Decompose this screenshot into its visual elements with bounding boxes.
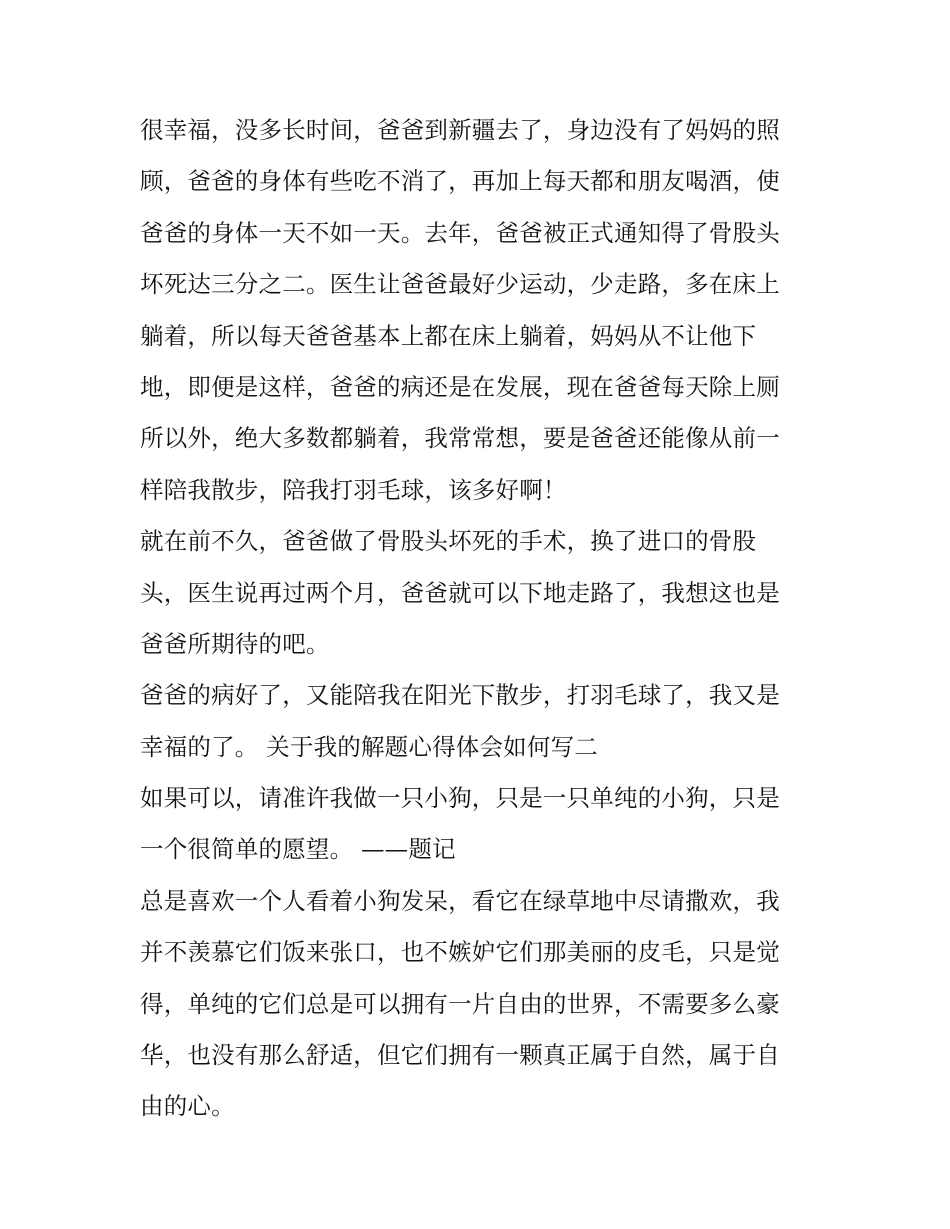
- text-line: 爸爸所期待的吧。: [140, 629, 330, 658]
- text-line: 所以外，绝大多数都躺着，我常常想，要是爸爸还能像从前一: [140, 424, 780, 453]
- text-line: 得，单纯的它们总是可以拥有一片自由的世界，不需要多么豪: [140, 989, 780, 1018]
- text-line: 由的心。: [140, 1092, 235, 1121]
- text-line: 很幸福，没多长时间，爸爸到新疆去了，身边没有了妈妈的照: [140, 116, 780, 144]
- text-line: 并不羡慕它们饭来张口，也不嫉妒它们那美丽的皮毛，只是觉: [140, 938, 780, 967]
- text-line: 头，医生说再过两个月，爸爸就可以下地走路了，我想这也是: [140, 578, 780, 607]
- text-line: 幸福的了。 关于我的解题心得体会如何写二: [140, 732, 598, 761]
- text-line: 样陪我散步，陪我打羽毛球，该多好啊！: [140, 475, 567, 504]
- text-line: 躺着，所以每天爸爸基本上都在床上躺着，妈妈从不让他下: [140, 321, 757, 350]
- text-line: 爸爸的病好了，又能陪我在阳光下散步，打羽毛球了，我又是: [140, 681, 780, 710]
- text-line: 如果可以，请准许我做一只小狗，只是一只单纯的小狗，只是: [140, 784, 780, 813]
- text-line: 顾，爸爸的身体有些吃不消了，再加上每天都和朋友喝酒，使: [140, 167, 780, 196]
- text-line: 华，也没有那么舒适，但它们拥有一颗真正属于自然，属于自: [140, 1041, 780, 1070]
- text-line: 爸爸的身体一天不如一天。去年，爸爸被正式通知得了骨股头: [140, 218, 780, 247]
- text-line: 总是喜欢一个人看着小狗发呆，看它在绿草地中尽请撒欢，我: [140, 886, 780, 915]
- text-line: 就在前不久，爸爸做了骨股头坏死的手术，换了进口的骨股: [140, 527, 757, 556]
- text-line: 坏死达三分之二。医生让爸爸最好少运动，少走路，多在床上: [140, 270, 780, 299]
- document-body: [140, 105, 820, 1133]
- text-line: 地，即便是这样，爸爸的病还是在发展，现在爸爸每天除上厕: [140, 372, 780, 401]
- text-line: 一个很简单的愿望。 ——题记: [140, 835, 456, 864]
